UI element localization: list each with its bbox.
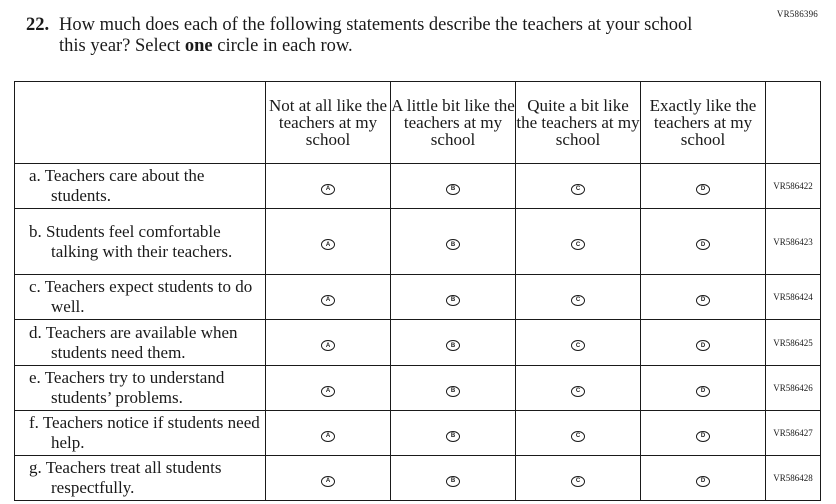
statement-cell	[15, 275, 266, 320]
question-prompt	[26, 15, 786, 57]
option-cell	[266, 366, 391, 411]
column-header-d: Exactly like the teachers at my school	[641, 82, 766, 164]
question-text-line2b: circle in each row.	[212, 36, 353, 56]
option-cell	[266, 320, 391, 366]
radio-bubble-c[interactable]: C	[571, 476, 585, 487]
option-cell	[266, 209, 391, 275]
option-cell	[266, 164, 391, 209]
option-cell	[266, 275, 391, 320]
radio-bubble-c[interactable]: C	[571, 239, 585, 250]
radio-bubble-b[interactable]: B	[446, 386, 460, 397]
option-cell	[516, 209, 641, 275]
radio-bubble-a[interactable]: A	[321, 386, 335, 397]
statement-cell	[15, 209, 266, 275]
radio-bubble-c[interactable]: C	[571, 340, 585, 351]
radio-bubble-d[interactable]: D	[696, 476, 710, 487]
statement-text: g. Teachers treat all students respectfully.	[29, 458, 222, 497]
column-header-c: Quite a bit like the teachers at my school	[516, 82, 641, 164]
table-row	[15, 275, 821, 320]
statement-text: a. Teachers care about the students.	[29, 166, 205, 205]
radio-bubble-d[interactable]: D	[696, 386, 710, 397]
statement-cell	[15, 320, 266, 366]
column-header-b: A little bit like the teachers at my school	[391, 82, 516, 164]
radio-bubble-a[interactable]: A	[321, 431, 335, 442]
radio-bubble-d[interactable]: D	[696, 184, 710, 195]
statement-text: c. Teachers expect students to do well.	[29, 277, 253, 316]
option-cell	[516, 164, 641, 209]
question-text-line1: How much does each of the following statements describe the teachers at your school	[59, 15, 693, 35]
radio-bubble-d[interactable]: D	[696, 295, 710, 306]
radio-bubble-a[interactable]: A	[321, 184, 335, 195]
radio-bubble-b[interactable]: B	[446, 295, 460, 306]
question-emphasis: one	[184, 36, 213, 56]
row-id: VR586427	[766, 411, 821, 456]
table-row	[15, 164, 821, 209]
row-id: VR586425	[766, 320, 821, 366]
option-cell	[391, 456, 516, 501]
option-cell	[516, 320, 641, 366]
statement-cell	[15, 366, 266, 411]
column-header-a: Not at all like the teachers at my school	[266, 82, 391, 164]
row-id: VR586426	[766, 366, 821, 411]
statement-cell	[15, 411, 266, 456]
radio-bubble-b[interactable]: B	[446, 239, 460, 250]
radio-bubble-a[interactable]: A	[321, 476, 335, 487]
radio-bubble-b[interactable]: B	[446, 431, 460, 442]
option-cell	[391, 164, 516, 209]
radio-bubble-b[interactable]: B	[446, 476, 460, 487]
statement-cell	[15, 164, 266, 209]
option-cell	[391, 411, 516, 456]
radio-bubble-c[interactable]: C	[571, 295, 585, 306]
id-column-header	[766, 82, 821, 164]
statement-text: b. Students feel comfortable talking with their teachers.	[29, 221, 233, 261]
table-row	[15, 320, 821, 366]
option-cell	[516, 456, 641, 501]
option-cell	[391, 209, 516, 275]
statement-text: d. Teachers are available when students need them.	[29, 322, 238, 362]
option-cell	[391, 320, 516, 366]
radio-bubble-b[interactable]: B	[446, 340, 460, 351]
row-id: VR586423	[766, 209, 821, 275]
table-row	[15, 209, 821, 275]
question-number: 22.	[26, 15, 50, 35]
row-id: VR586428	[766, 456, 821, 501]
option-cell	[641, 366, 766, 411]
option-cell	[641, 320, 766, 366]
option-cell	[391, 366, 516, 411]
table-row	[15, 456, 821, 501]
option-cell	[266, 411, 391, 456]
option-cell	[641, 411, 766, 456]
question-text-line2a: this year? Select	[59, 36, 185, 56]
option-cell	[516, 366, 641, 411]
option-cell	[641, 209, 766, 275]
radio-bubble-b[interactable]: B	[446, 184, 460, 195]
statement-text: e. Teachers try to understand students’ problems.	[29, 368, 225, 407]
item-id: VR586396	[776, 9, 818, 19]
radio-bubble-d[interactable]: D	[696, 340, 710, 351]
radio-bubble-d[interactable]: D	[696, 431, 710, 442]
option-cell	[516, 275, 641, 320]
option-cell	[516, 411, 641, 456]
radio-bubble-c[interactable]: C	[571, 431, 585, 442]
radio-bubble-c[interactable]: C	[571, 386, 585, 397]
statement-cell	[15, 456, 266, 501]
response-grid	[14, 81, 821, 501]
option-cell	[266, 456, 391, 501]
option-cell	[391, 275, 516, 320]
option-cell	[641, 456, 766, 501]
option-cell	[641, 275, 766, 320]
statement-column-header	[15, 82, 266, 164]
statement-text: f. Teachers notice if students need help.	[29, 413, 260, 452]
radio-bubble-a[interactable]: A	[321, 295, 335, 306]
radio-bubble-c[interactable]: C	[571, 184, 585, 195]
table-row	[15, 411, 821, 456]
radio-bubble-a[interactable]: A	[321, 340, 335, 351]
option-cell	[641, 164, 766, 209]
header-row	[15, 82, 821, 164]
row-id: VR586422	[766, 164, 821, 209]
table-row	[15, 366, 821, 411]
radio-bubble-a[interactable]: A	[321, 239, 335, 250]
row-id: VR586424	[766, 275, 821, 320]
radio-bubble-d[interactable]: D	[696, 239, 710, 250]
